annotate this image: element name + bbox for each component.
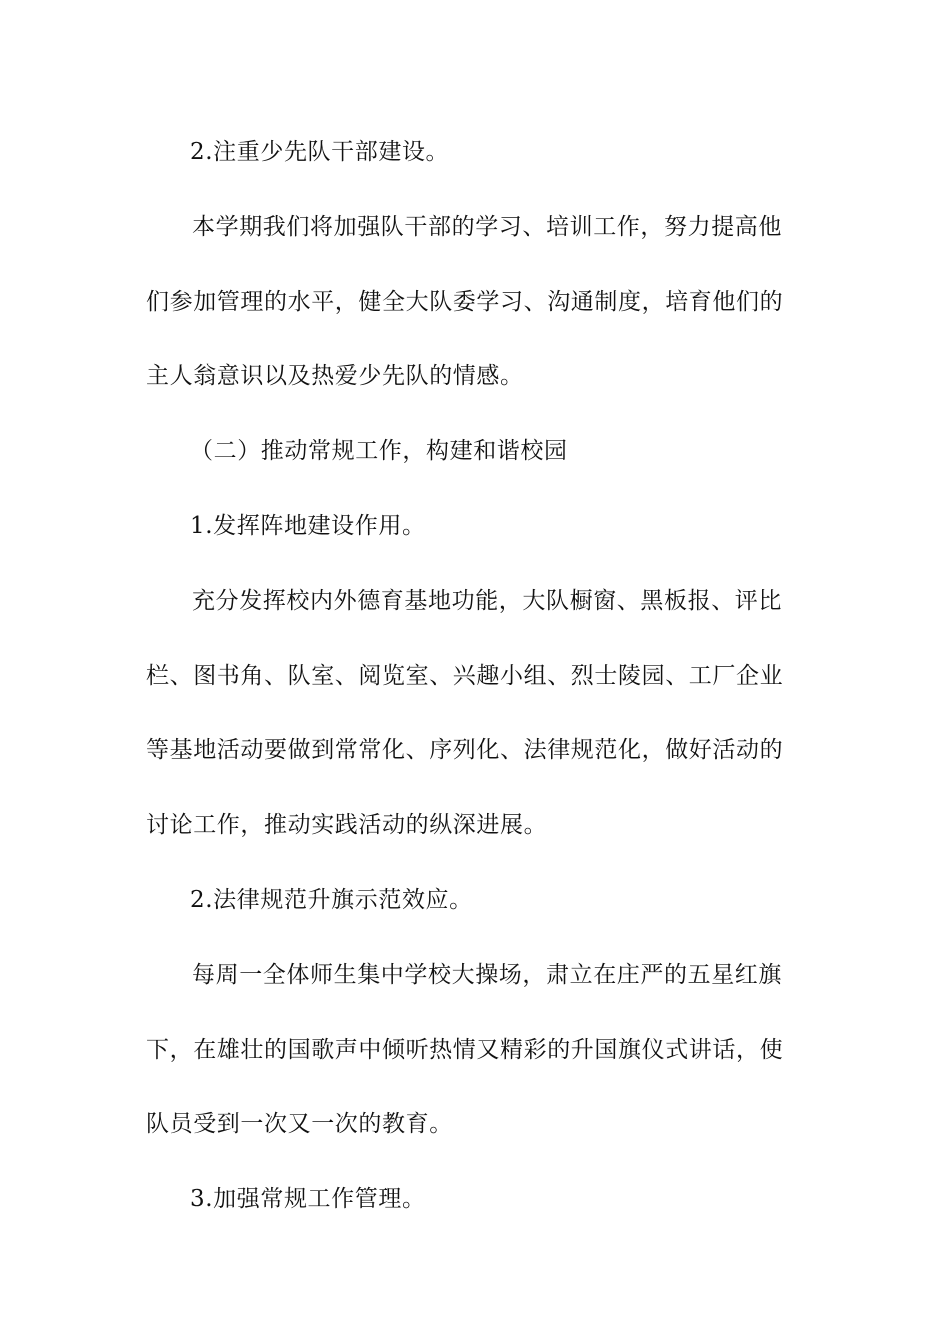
paragraph-line: 讨论工作，推动实践活动的纵深进展。 (146, 812, 548, 838)
section-heading: （二）推动常规工作，构建和谐校园 (190, 438, 568, 464)
section-heading: 1.发挥阵地建设作用。 (190, 513, 426, 539)
paragraph-line: 本学期我们将加强队干部的学习、培训工作，努力提高他 (192, 214, 782, 240)
paragraph-line: 下，在雄壮的国歌声中倾听热情又精彩的升国旗仪式讲话，使 (146, 1037, 784, 1063)
section-heading: 2.法律规范升旗示范效应。 (190, 887, 473, 913)
paragraph-line: 主人翁意识以及热爱少先队的情感。 (146, 363, 524, 389)
paragraph-line: 们参加管理的水平，健全大队委学习、沟通制度，培育他们的 (146, 289, 784, 315)
paragraph-line: 队员受到一次又一次的教育。 (146, 1111, 453, 1137)
section-heading: 2.注重少先队干部建设。 (190, 139, 450, 165)
paragraph-line: 等基地活动要做到常常化、序列化、法律规范化，做好活动的 (146, 737, 784, 763)
section-heading: 3.加强常规工作管理。 (190, 1186, 426, 1212)
paragraph-line: 栏、图书角、队室、阅览室、兴趣小组、烈士陵园、工厂企业 (146, 663, 784, 689)
paragraph-line: 每周一全体师生集中学校大操场，肃立在庄严的五星红旗 (192, 962, 782, 988)
paragraph-line: 充分发挥校内外德育基地功能，大队橱窗、黑板报、评比 (192, 588, 782, 614)
